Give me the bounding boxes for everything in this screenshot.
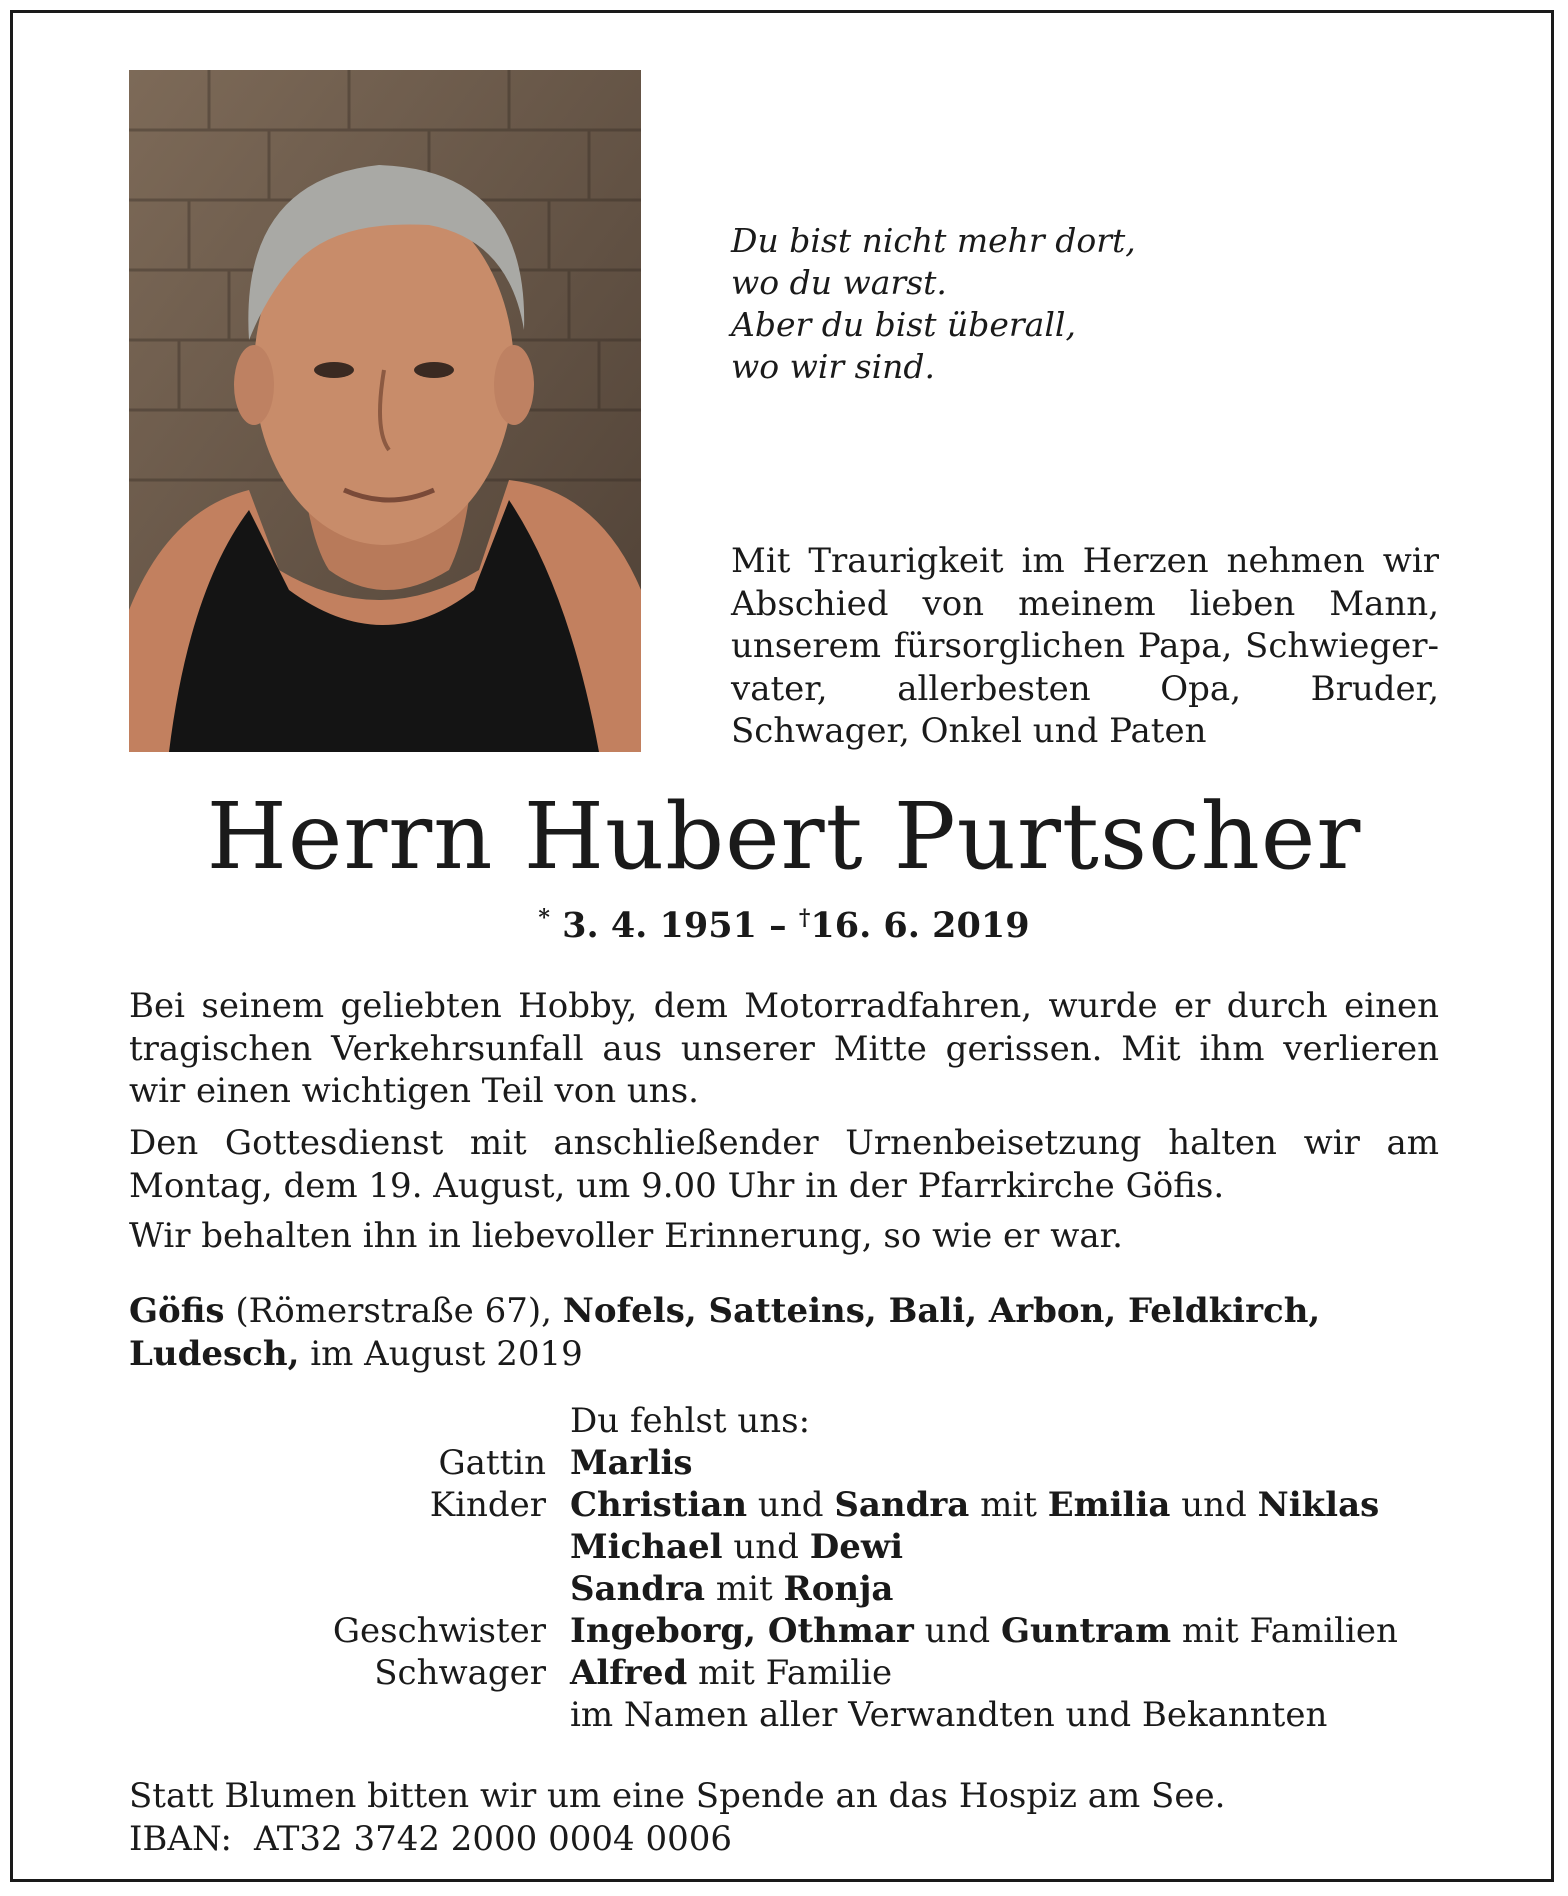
intro-text: Mit Traurigkeit im Herzen nehmen wir Abschied von meinem lieben Mann, unserem fürsorglichen Papa, Schwieger-vater, allerbesten Opa, Bruder, Schwager, Onkel und Paten (731, 541, 1439, 751)
death-symbol: † (798, 905, 811, 931)
connector-text: und (913, 1611, 1001, 1651)
family-closing: im Namen aller Verwandten und Bekannten (570, 1695, 1328, 1735)
connector-text: mit Familien (1171, 1611, 1398, 1651)
role-label: Geschwister (332, 1611, 546, 1651)
member-name: Guntram (1001, 1611, 1172, 1651)
member-name: Ronja (783, 1569, 894, 1609)
member-name: Alfred (570, 1653, 688, 1693)
death-date: 16. 6. 2019 (810, 905, 1030, 946)
connector-text: mit (705, 1569, 784, 1609)
family-list (300, 1400, 1398, 1736)
family-row-kinder-2 (300, 1526, 1398, 1568)
paragraph-memory: Wir behalten ihn in liebevoller Erinnerung, so wie er war. (129, 1216, 1123, 1256)
family-heading-row (300, 1400, 1398, 1442)
places-line (129, 1290, 1439, 1375)
connector-text: und (747, 1485, 835, 1525)
place-others: Nofels, Satteins, Bali, Arbon, Feldkirch, Ludesch, (129, 1291, 1321, 1374)
family-row-schwager (300, 1652, 1398, 1694)
connector-text: mit (969, 1485, 1048, 1525)
birth-symbol: * (538, 905, 550, 931)
member-name: Sandra (834, 1485, 970, 1525)
family-row-kinder (300, 1484, 1398, 1526)
member-name: Emilia (1047, 1485, 1171, 1525)
member-name: Michael (570, 1527, 723, 1567)
member-name: Niklas (1257, 1485, 1380, 1525)
paragraph-accident: Bei seinem geliebten Hobby, dem Motorradfahren, wurde er durch einen tragischen Verkehrsunfall aus unserer Mitte gerissen. Mit ihm verlieren wir einen wichtigen Teil von uns. (129, 986, 1439, 1111)
connector-text: und (1170, 1485, 1258, 1525)
place-goefis: Göfis (129, 1291, 225, 1331)
member-name: Marlis (570, 1443, 693, 1483)
iban-number: AT32 3742 2000 0004 0006 (254, 1818, 732, 1859)
poem-line: wo du warst. (731, 263, 947, 302)
paragraph-service: Den Gottesdienst mit anschließender Urnenbeisetzung halten wir am Montag, dem 19. August, um 9.00 Uhr in der Pfarrkirche Göfis. (129, 1123, 1439, 1206)
member-name: Ingeborg, Othmar (570, 1611, 914, 1651)
iban-line (129, 1818, 1225, 1861)
member-name: Dewi (809, 1527, 904, 1567)
poem-line: wo wir sind. (731, 347, 936, 386)
family-row-gattin (300, 1442, 1398, 1484)
family-row-geschwister (300, 1610, 1398, 1652)
donation-footer (129, 1775, 1225, 1860)
poem-line: Du bist nicht mehr dort, (731, 221, 1136, 260)
role-label: Kinder (429, 1485, 546, 1525)
role-label: Schwager (374, 1653, 546, 1693)
place-address: (Römerstraße 67), (224, 1291, 563, 1331)
poem-line: Aber du bist überall, (731, 305, 1076, 344)
iban-label: IBAN: (129, 1818, 232, 1859)
family-row-closing (300, 1694, 1398, 1736)
deceased-name: Herrn Hubert Purtscher (206, 783, 1362, 890)
family-heading: Du fehlst uns: (570, 1401, 811, 1441)
life-dates (0, 905, 1568, 946)
role-label: Gattin (438, 1443, 546, 1483)
donation-text: Statt Blumen bitten wir um eine Spende an das Hospiz am See. (129, 1776, 1226, 1816)
place-date: im August 2019 (299, 1333, 583, 1374)
member-name: Sandra (570, 1569, 706, 1609)
date-separator: – (769, 905, 787, 946)
birth-date: 3. 4. 1951 (562, 905, 757, 946)
poem (731, 220, 1136, 388)
portrait-photo (129, 70, 641, 752)
family-row-kinder-3 (300, 1568, 1398, 1610)
connector-text: mit Familie (687, 1653, 893, 1693)
connector-text: und (722, 1527, 810, 1567)
member-name: Christian (570, 1485, 748, 1525)
